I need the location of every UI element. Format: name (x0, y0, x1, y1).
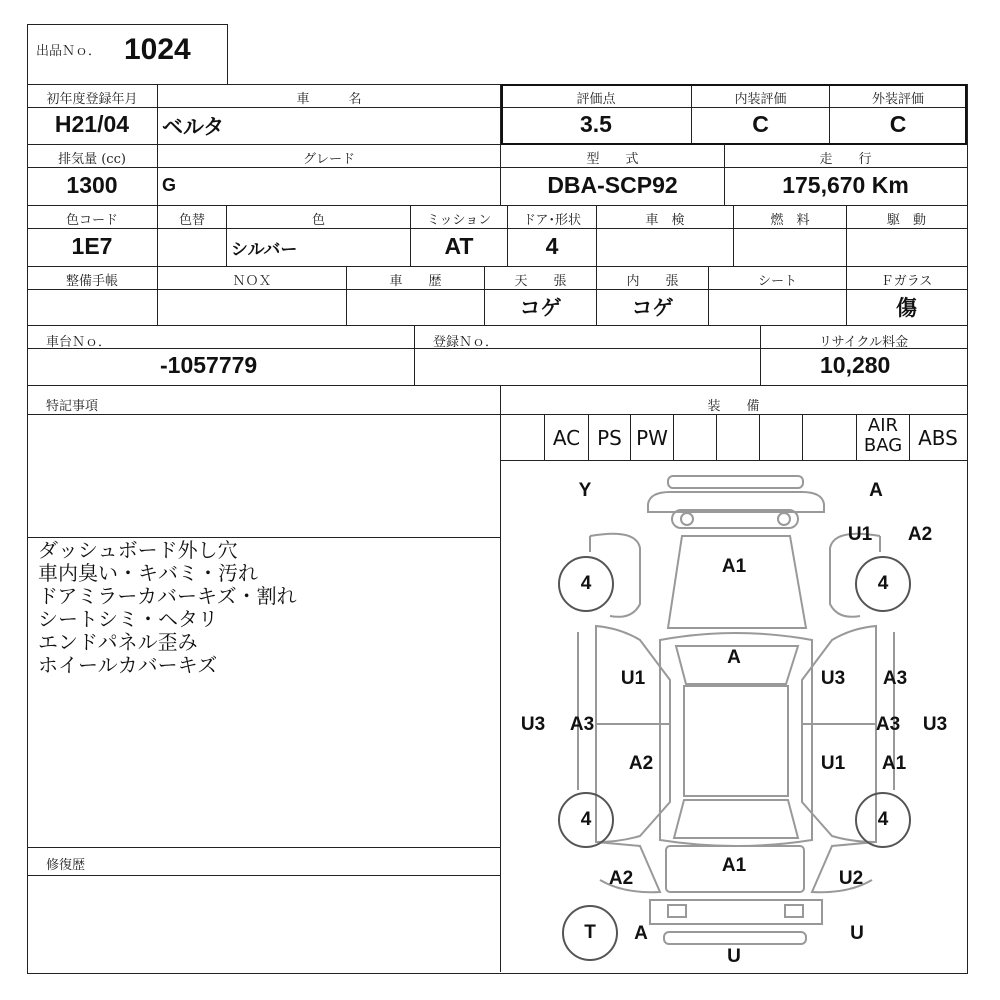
exterior-grade-value: C (889, 111, 907, 137)
rear-bumper-shape (650, 900, 822, 924)
mark-right-rear-door-2: A1 (881, 753, 907, 774)
color-label: 色 (311, 213, 325, 228)
headliner-value: コゲ (519, 296, 562, 320)
mark-front-left-corner: Y (578, 480, 592, 501)
roof-shape (684, 686, 788, 796)
equipment-ac: AC (552, 426, 581, 450)
mark-trunk: A1 (721, 855, 747, 876)
rear-bumper-shape (664, 932, 806, 944)
mark-left-side-inner: A3 (569, 714, 595, 735)
interior-trim-label: 内 張 (626, 274, 679, 289)
remark-line: エンドパネル歪み (38, 630, 198, 654)
remark-line: シートシミ・ヘタリ (38, 607, 218, 631)
remark-line: ドアミラーカバーキズ・割れ (38, 584, 297, 608)
right-front-fender-shape (830, 534, 880, 617)
color-change-label: 色替 (178, 213, 205, 228)
displacement-label: 排気量 (cc) (58, 152, 126, 167)
recycle-fee-label: リサイクル料金 (818, 335, 909, 350)
lot-number-label: 出品Ｎｏ． (36, 44, 102, 59)
mark-front-right-corner: A (869, 480, 883, 501)
transmission-label: ミッション (426, 213, 492, 228)
mark-left-rear-quarter: A2 (608, 868, 634, 889)
mark-front-right-fender-2: A2 (907, 524, 933, 545)
mark-right-rear-quarter: U2 (838, 868, 864, 889)
remark-line: 車内臭い・キバミ・汚れ (38, 561, 258, 585)
drive-label: 駆 動 (886, 213, 926, 228)
mark-rear-bottom: U (727, 946, 741, 967)
seat-label: シート (757, 274, 797, 289)
f-glass-label: Ｆガラス (880, 274, 933, 289)
equipment-pw: PW (636, 426, 668, 450)
chassis-no-value: -1057779 (160, 352, 258, 378)
equipment-ps: PS (597, 426, 622, 450)
transmission-value: AT (444, 233, 474, 259)
score-label: 評価点 (576, 92, 616, 107)
chassis-no-label: 車台Ｎｏ． (46, 335, 112, 350)
displacement-value: 1300 (66, 172, 118, 198)
mark-right-rear-door-1: U1 (820, 753, 846, 774)
mark-right-front-door-2: A3 (882, 668, 908, 689)
repair-history-label: 修復歴 (46, 858, 86, 873)
interior-grade-label: 内装評価 (734, 92, 787, 107)
color-code-value: 1E7 (71, 233, 113, 259)
color-code-label: 色コード (65, 213, 118, 228)
grade-label: グレード (302, 152, 355, 167)
mark-rear-bumper-right: U (850, 923, 864, 944)
doors-shape-value: 4 (545, 233, 559, 259)
mark-left-side-outer: U3 (520, 714, 546, 735)
mileage-label: 走 行 (819, 152, 872, 167)
right-side-panel-shape (802, 626, 876, 842)
model-label: 型 式 (586, 152, 639, 167)
color-value: シルバー (231, 240, 298, 260)
mark-rear-bumper-left: A (634, 923, 648, 944)
exterior-grade-label: 外装評価 (871, 92, 924, 107)
score-value: 3.5 (580, 111, 612, 137)
mark-left-front-door: U1 (620, 668, 646, 689)
remark-line: ダッシュボード外し穴 (38, 538, 238, 562)
mark-roof: A (727, 647, 741, 668)
equipment-airbag: AIR BAG (863, 415, 903, 456)
front-bumper-shape (668, 476, 803, 488)
interior-trim-value: コゲ (631, 296, 674, 320)
grade-value: G (162, 175, 177, 195)
interior-grade-value: C (752, 111, 769, 137)
rear-window-shape (674, 800, 798, 838)
mark-front-right-fender-1: U1 (847, 524, 873, 545)
recycle-fee-value: 10,280 (820, 352, 891, 378)
mark-right-side-outer: U3 (922, 714, 948, 735)
model-value: DBA-SCP92 (547, 172, 678, 198)
hood-shape (668, 536, 806, 628)
spare-tyre-value: T (584, 922, 596, 943)
lot-number-value: 1024 (124, 33, 191, 66)
first-registration-value: H21/04 (54, 111, 130, 137)
history-label: 車 歴 (389, 274, 442, 289)
car-name-label: 車 名 (296, 92, 362, 107)
mark-hood: A1 (721, 556, 747, 577)
mileage-value: 175,670 Km (782, 172, 909, 198)
first-registration-label: 初年度登録年月 (46, 92, 138, 107)
headliner-label: 天 張 (514, 274, 567, 289)
left-front-fender-shape (590, 534, 640, 617)
mark-right-front-door-1: U3 (820, 668, 846, 689)
tyre-front-left-value: 4 (580, 573, 592, 594)
f-glass-value: 傷 (896, 296, 917, 320)
tyre-rear-left-value: 4 (580, 809, 592, 830)
tyre-rear-right-value: 4 (877, 809, 889, 830)
remarks-label: 特記事項 (46, 399, 99, 414)
nox-label: ＮＯＸ (232, 274, 272, 289)
mark-right-side-inner: A3 (875, 714, 901, 735)
inspection-label: 車 検 (645, 213, 685, 228)
car-name-value: ベルタ (162, 115, 225, 139)
tyre-front-right-value: 4 (877, 573, 889, 594)
equipment-label: 装 備 (707, 399, 760, 414)
mark-left-rear-door: A2 (628, 753, 654, 774)
doors-shape-label: ドア･形状 (522, 213, 582, 228)
remark-line: ホイールカバーキズ (38, 653, 218, 677)
fuel-label: 燃 料 (770, 213, 810, 228)
registration-no-label: 登録Ｎｏ． (433, 335, 499, 350)
service-book-label: 整備手帳 (65, 274, 118, 289)
left-side-panel-shape (596, 626, 670, 842)
equipment-abs: ABS (918, 426, 958, 450)
